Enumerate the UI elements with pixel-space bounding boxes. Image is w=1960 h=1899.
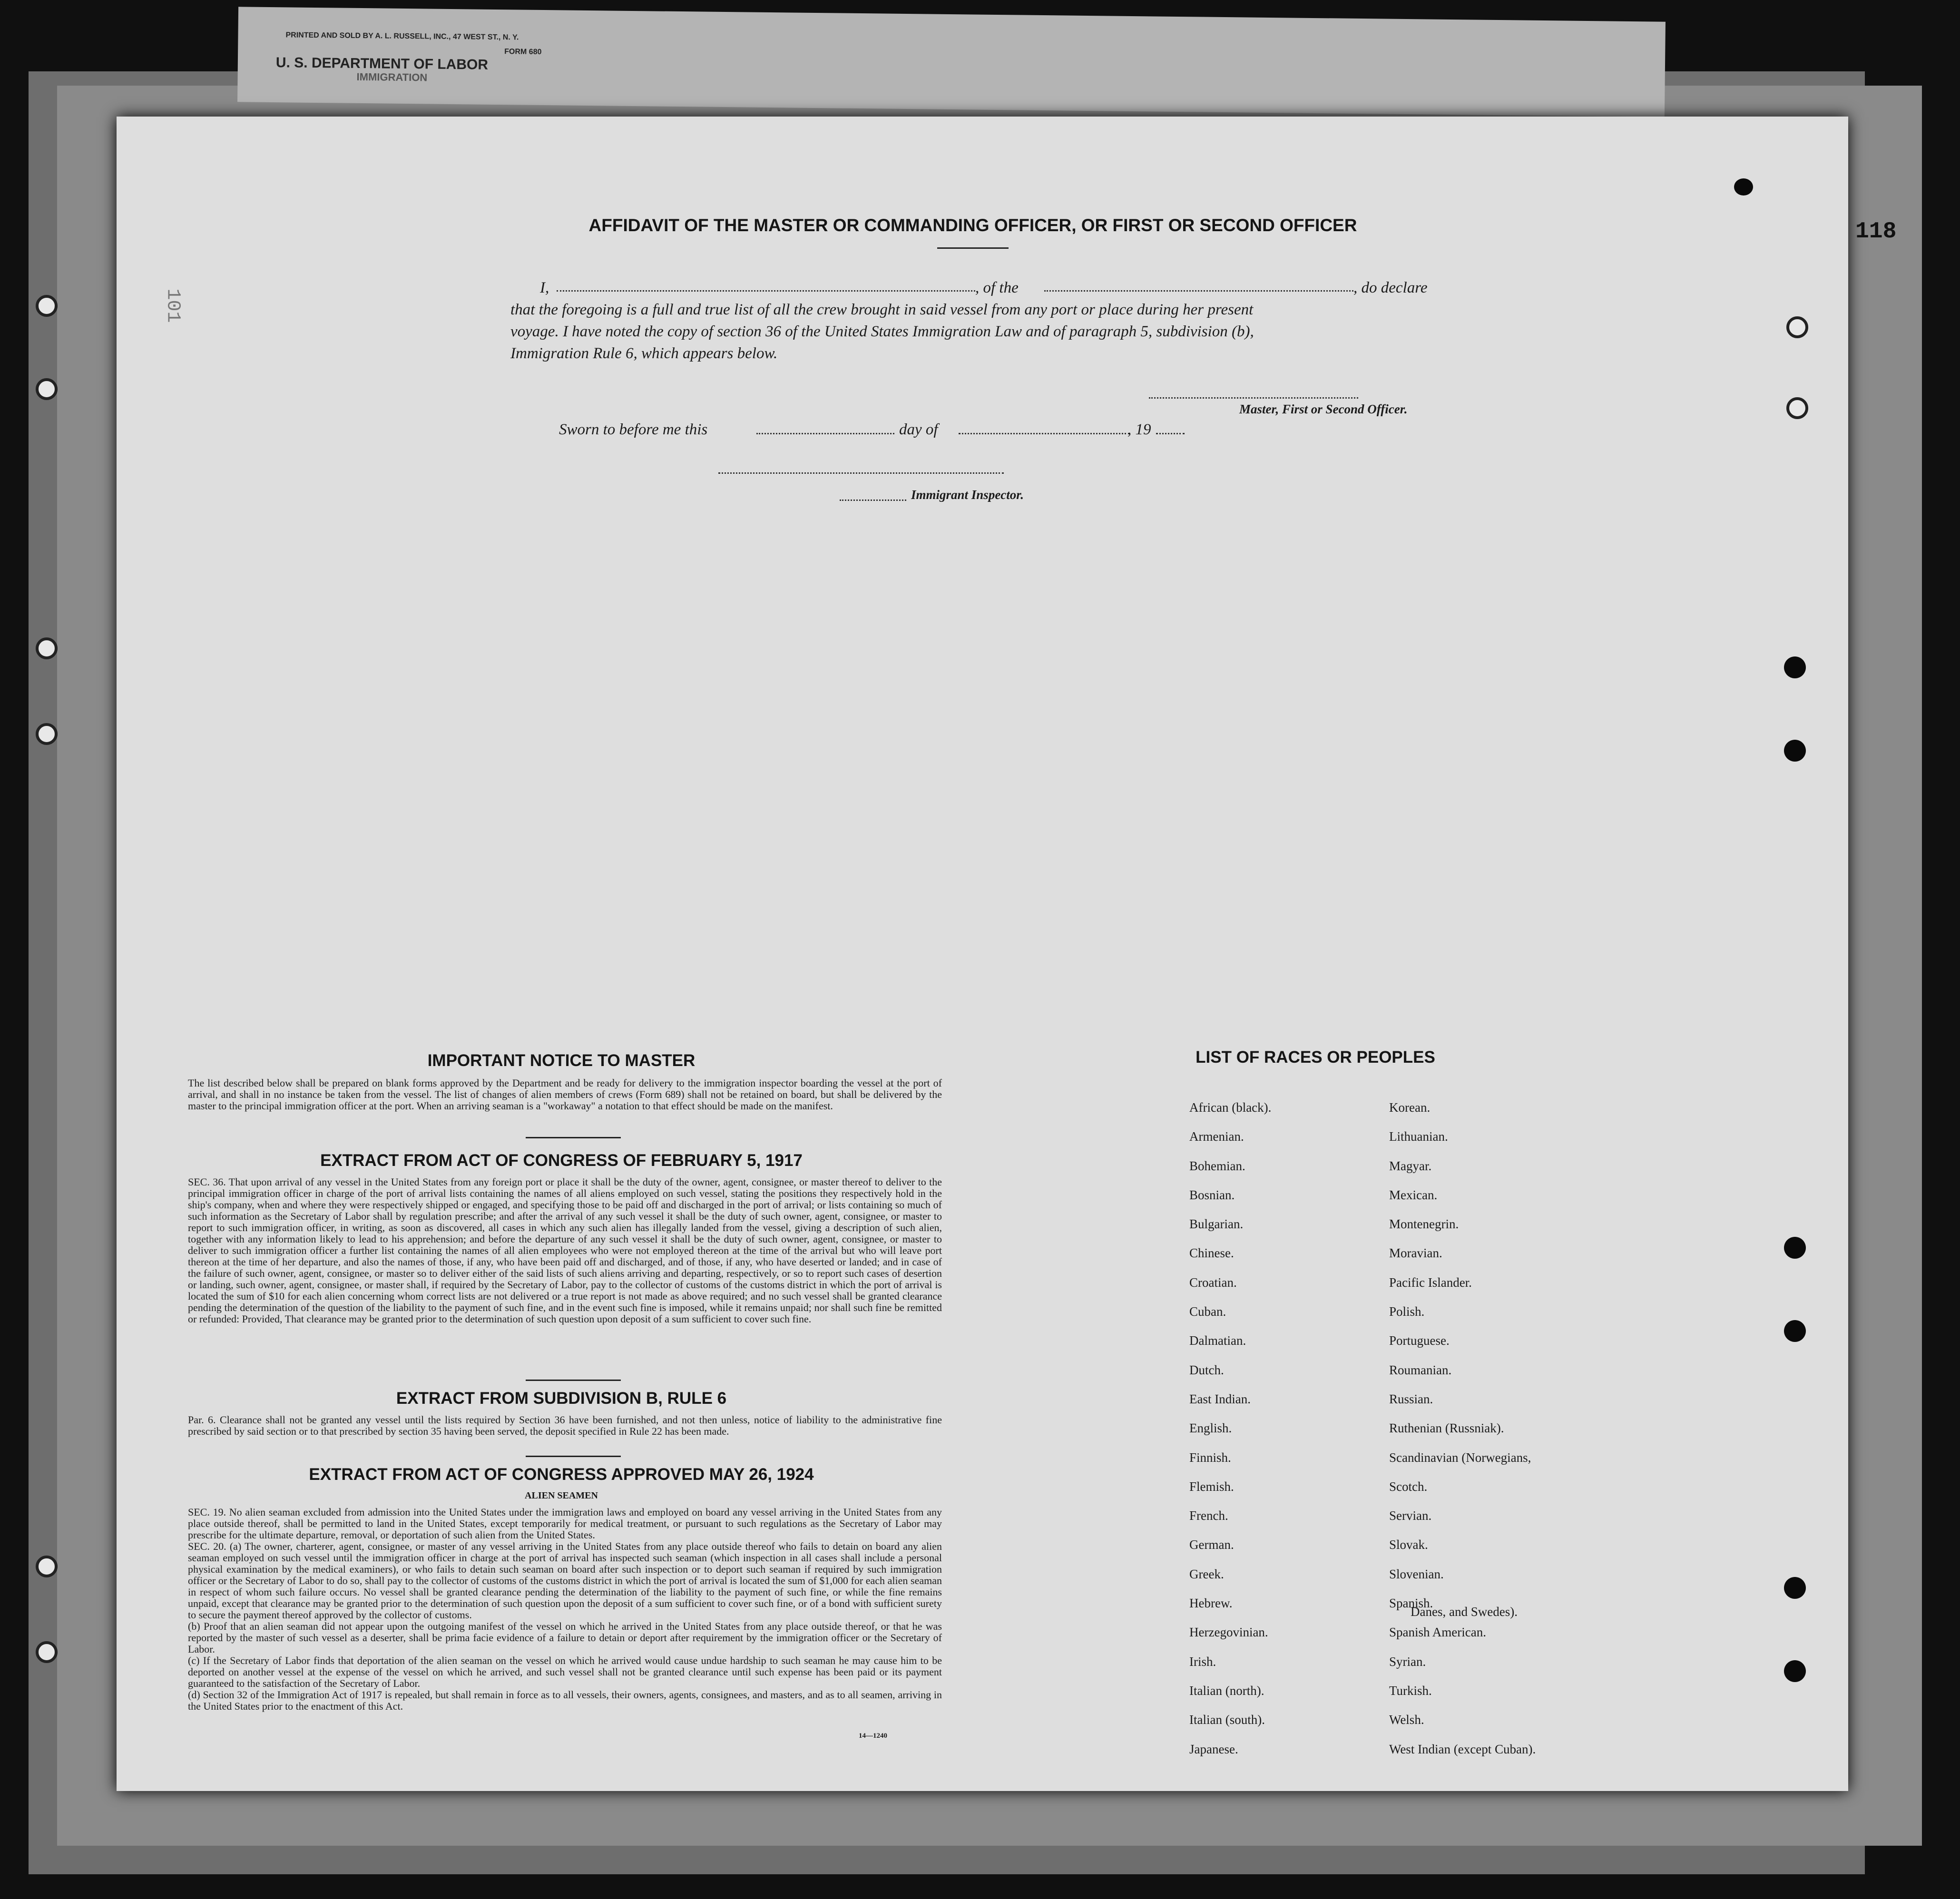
year-label: , 19 <box>1127 421 1151 438</box>
race-item: English. <box>1189 1421 1232 1436</box>
races-left-column <box>1189 1100 1271 1771</box>
punch-hole <box>36 378 58 400</box>
race-item: Scandinavian (Norwegians, <box>1389 1450 1531 1465</box>
punch-hole <box>1784 656 1806 678</box>
race-item: Italian (south). <box>1189 1713 1265 1727</box>
race-item: West Indian (except Cuban). <box>1389 1742 1536 1756</box>
race-item: Scotch. <box>1389 1479 1428 1494</box>
race-item: Mexican. <box>1389 1187 1438 1202</box>
notice-title: IMPORTANT NOTICE TO MASTER <box>427 1051 696 1070</box>
race-item: Bulgarian. <box>1189 1217 1244 1232</box>
sworn-month-field[interactable] <box>959 433 1130 434</box>
races-title: LIST OF RACES OR PEOPLES <box>1196 1048 1435 1067</box>
printer-line: PRINTED AND SOLD BY A. L. RUSSELL, INC., 47 WEST ST., N. Y. <box>285 31 519 42</box>
punch-hole <box>1784 1577 1806 1599</box>
section-rule <box>526 1137 621 1138</box>
inspector-label: Immigrant Inspector. <box>911 488 1024 502</box>
punch-hole <box>36 1641 58 1663</box>
extract-1924-subtitle: ALIEN SEAMEN <box>525 1490 598 1501</box>
punch-hole <box>1784 1237 1806 1259</box>
sec-20b-text: (b) Proof that an alien seaman did not appear upon the outgoing manifest of the vessel on which he arrived in the United States from any place outside thereof, or that he was reported by the master of such vessel as a deserter, shall be prima facie evidence of a failure to detain or deport after requirement by the immigration officer or the Secretary of Labor. <box>188 1620 942 1655</box>
race-item: Pacific Islander. <box>1389 1275 1472 1290</box>
margin-mark: 101 <box>162 288 184 323</box>
extract-1924-body <box>188 1507 942 1712</box>
race-item: Spanish American. <box>1389 1625 1486 1640</box>
punch-hole <box>1784 1320 1806 1342</box>
race-item: Syrian. <box>1389 1654 1426 1669</box>
race-item: Russian. <box>1389 1391 1433 1406</box>
race-item: African (black). <box>1189 1100 1272 1115</box>
affidavit-declare: , do declare <box>1353 279 1428 296</box>
day-of-label: day of <box>899 421 938 438</box>
sec-19-text: SEC. 19. No alien seaman excluded from admission into the United States under the immigration laws and employed on board any vessel arriving in the United States from any place outside thereof, shall be permitted to land in the United States, except temporarily for medical treatment, or pursuant to such regulations as the Secretary of Labor may prescribe for the ultimate departure, removal, or deportation of such alien from the United States. <box>188 1506 942 1541</box>
race-item: Italian (north). <box>1189 1683 1264 1698</box>
form-code: 14—1240 <box>859 1732 887 1740</box>
year-field[interactable] <box>1156 433 1185 434</box>
sec-20d-text: (d) Section 32 of the Immigration Act of 1917 is repealed, but shall remain in force as to all vessels, their owners, agents, consignees, and masters, and as to all seamen, arriving in the United States prior to the enactment of this Act. <box>188 1689 942 1712</box>
race-item: Irish. <box>1189 1654 1216 1669</box>
race-item: Armenian. <box>1189 1129 1244 1144</box>
sec-20c-text: (c) If the Secretary of Labor finds that deportation of the alien seaman on the vessel on which he arrived would cause undue hardship to such seaman he may cause him to be deported on another vessel at the expense of the vessel on which he arrived, and such vessel shall not be granted clearance until such expense has been paid or its payment guaranteed to the satisfaction of the Secretary of Labor. <box>188 1654 942 1689</box>
race-item: Polish. <box>1389 1304 1425 1319</box>
section-rule <box>526 1456 621 1457</box>
punch-hole <box>1784 1660 1806 1682</box>
affidavit-i: I, <box>540 279 549 296</box>
race-item: German. <box>1189 1537 1234 1552</box>
race-item: Ruthenian (Russniak). <box>1389 1421 1504 1436</box>
race-item: Bohemian. <box>1189 1158 1245 1173</box>
race-item: Finnish. <box>1189 1450 1231 1465</box>
race-item: Korean. <box>1389 1100 1431 1115</box>
race-item: Bosnian. <box>1189 1187 1235 1202</box>
page-number: 118 <box>1855 219 1897 245</box>
affidavit-line-3: voyage. I have noted the copy of section 36 of the United States Immigration Law and of paragraph 5, subdivision (b), <box>510 323 1254 340</box>
race-item: Moravian. <box>1389 1246 1442 1261</box>
race-item: French. <box>1189 1508 1228 1523</box>
subdivision-text: Par. 6. Clearance shall not be granted any vessel until the lists required by Section 36 have been furnished, and not then unless, notice of liability to the administrative fine prescribed by said section or to that prescribed by section 35 having been served, the deposit specified in Rule 22 has been made. <box>188 1414 942 1437</box>
race-item: Welsh. <box>1389 1713 1424 1727</box>
master-name-field[interactable] <box>557 290 975 292</box>
race-item: Montenegrin. <box>1389 1217 1459 1232</box>
extract-1924-title: EXTRACT FROM ACT OF CONGRESS APPROVED MAY 26, 1924 <box>309 1465 814 1484</box>
department-name: U. S. DEPARTMENT OF LABOR <box>275 55 489 73</box>
sworn-label: Sworn to before me this <box>559 421 708 438</box>
extract-1917-text: SEC. 36. That upon arrival of any vessel in the United States from any foreign port or place it shall be the duty of the owner, agent, consignee, or master thereof to deliver to the principal immigration officer in charge of the port of arrival lists containing the names of all aliens employed on such vessel, stating the positions they respectively hold in the ship's company, when and where they were respectively shipped or engaged, and specifying those to be paid off and discharged in the port of arrival; or lists containing so much of such information as the Secretary of Labor shall by regulation prescribe; and after the arrival of any such vessel it shall be the duty of such owner, agent, consignee, or master to report to such immigration officer, in writing, as soon as discovered, all cases in which any such alien has illegally landed from the vessel, giving a description of such alien, together with any information likely to lead to his apprehension; and before the departure of any such vessel it shall be the duty of such owner, agent, consignee, or master to deliver to such immigration officer a further list containing the names of all alien employees who were not employed thereon at the time of the arrival but who will leave port thereon at the time of her departure, and also the names of those, if any, who have been paid off and discharged, and of those, if any, who have deserted or landed; and in case of the failure of such owner, agent, consignee, or master so to deliver either of the said lists of such aliens arriving and departing, respectively, or so to report such cases of desertion or landing, such owner, agent, consignee, or master shall, if required by the Secretary of Labor, pay to the collector of customs of the customs district in which the port of arrival is located the sum of $10 for each alien concerning whom correct lists are not delivered or a true report is not made as above required; and no such vessel shall be granted clearance pending the determination of the question of the liability to the payment of such fine, and in the event such fine is imposed, while it remains unpaid; nor shall such fine be remitted or refunded: Provided, That clearance may be granted prior to the determination of such question upon deposit of a sum sufficient to cover such fine. <box>188 1176 942 1325</box>
race-item: Slovak. <box>1389 1537 1428 1552</box>
punch-hole <box>36 295 58 317</box>
race-item: Dalmatian. <box>1189 1333 1246 1348</box>
department-sub: IMMIGRATION <box>356 70 428 84</box>
punch-hole <box>1734 178 1753 196</box>
title-rule <box>937 247 1009 249</box>
notice-text: The list described below shall be prepared on blank forms approved by the Department and be ready for delivery to the immigration inspector boarding the vessel at the port of arrival, and shall in no instance be taken from the vessel. The list of changes of alien members of crews (Form 689) shall not be retained on board, but shall be delivered by the master to the principal immigration officer at the port. When an arriving seaman is a "workaway" a notation to that effect should be made on the manifest. <box>188 1077 942 1112</box>
sec-20a-text: SEC. 20. (a) The owner, charterer, agent, consignee, or master of any vessel arriving in the United States from any place outside thereof who fails to detain on board any alien seaman employed on such vessel until the immigration officer in charge at the port of arrival has inspected such seaman (which inspection in all cases shall include a personal physical examination by the medical examiners), or who fails to detain such seaman on board after such inspection or to deport such seaman if required by such immigration officer or the Secretary of Labor to do so, shall pay to the collector of customs of the customs district in which the port of arrival is located the sum of $1,000 for each alien seaman in respect of whom such failure occurs. No vessel shall be granted clearance pending the determination of the liability to the payment of such fine, or while the fine remains unpaid, except that clearance may be granted prior to the determination of such question upon the deposit of a sum sufficient to cover such fine, or of a bond with sufficient surety to secure the payment thereof approved by the collector of customs. <box>188 1540 942 1621</box>
affidavit-title: AFFIDAVIT OF THE MASTER OR COMMANDING OFFICER, OR FIRST OR SECOND OFFICER <box>588 215 1357 235</box>
race-item: Magyar. <box>1389 1158 1432 1173</box>
punch-hole <box>36 723 58 745</box>
race-item: Servian. <box>1389 1508 1432 1523</box>
races-right-column <box>1389 1100 1536 1771</box>
affidavit-of-the: , of the <box>975 279 1019 296</box>
race-item: Hebrew. <box>1189 1596 1233 1611</box>
race-item: Lithuanian. <box>1389 1129 1448 1144</box>
subdivision-title: EXTRACT FROM SUBDIVISION B, RULE 6 <box>396 1389 727 1408</box>
master-signature-field[interactable] <box>1149 397 1358 399</box>
race-item: East Indian. <box>1189 1391 1251 1406</box>
race-item: Herzegovinian. <box>1189 1625 1268 1640</box>
punch-hole <box>36 1556 58 1577</box>
inspector-signature-field[interactable] <box>718 472 1004 474</box>
vessel-name-field[interactable] <box>1044 290 1353 292</box>
master-label: Master, First or Second Officer. <box>1239 402 1408 416</box>
document-page <box>117 117 1897 1791</box>
affidavit-line-4: Immigration Rule 6, which appears below. <box>510 345 778 362</box>
race-item: Flemish. <box>1189 1479 1234 1494</box>
race-item: Spanish. <box>1389 1596 1433 1611</box>
punch-hole <box>36 637 58 659</box>
punch-hole <box>1786 316 1808 338</box>
race-item: Slovenian. <box>1389 1566 1444 1581</box>
race-item: Turkish. <box>1389 1683 1432 1698</box>
section-rule <box>526 1380 621 1381</box>
punch-hole <box>1784 740 1806 762</box>
inspector-lead-line <box>840 499 906 501</box>
punch-hole <box>1786 397 1808 419</box>
affidavit-line-2: that the foregoing is a full and true list of all the crew brought in said vessel from any port or place during her present <box>510 301 1254 318</box>
form-number: FORM 680 <box>504 48 542 56</box>
race-item: Greek. <box>1189 1566 1224 1581</box>
race-item: Croatian. <box>1189 1275 1237 1290</box>
extract-1917-title: EXTRACT FROM ACT OF CONGRESS OF FEBRUARY 5, 1917 <box>320 1151 803 1170</box>
race-item: Roumanian. <box>1389 1362 1452 1377</box>
form-header-strip <box>237 7 1666 117</box>
race-item: Cuban. <box>1189 1304 1226 1319</box>
race-item: Dutch. <box>1189 1362 1224 1377</box>
race-item: Portuguese. <box>1389 1333 1450 1348</box>
scandinavian-continued: Danes, and Swedes). <box>1411 1605 1518 1619</box>
sworn-day-field[interactable] <box>756 433 894 434</box>
race-item: Chinese. <box>1189 1246 1234 1261</box>
race-item: Japanese. <box>1189 1742 1238 1756</box>
